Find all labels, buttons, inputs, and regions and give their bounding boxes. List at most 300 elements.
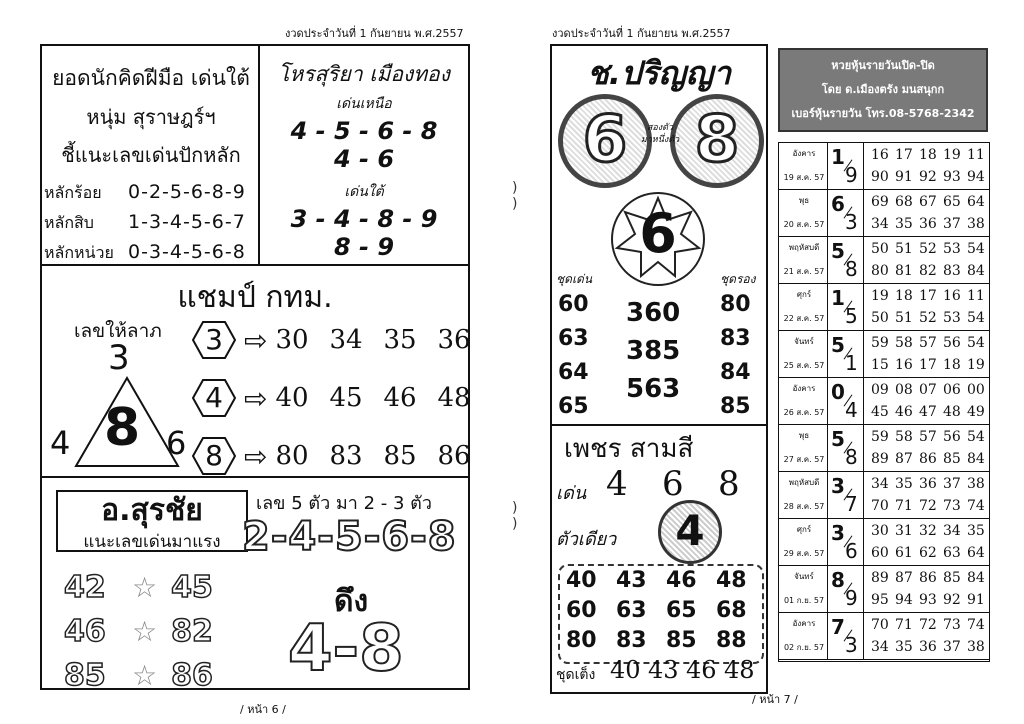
table-row	[779, 566, 989, 613]
expert-row	[42, 181, 260, 211]
table-number: 59	[871, 429, 889, 445]
table-date: 01 ก.ย. 57	[783, 596, 825, 605]
table-number: 63	[943, 545, 961, 561]
banner	[778, 48, 988, 132]
table-number: 34	[871, 216, 889, 232]
table-day: พุธ	[798, 196, 810, 205]
table-day: ศุกร์	[796, 525, 812, 534]
page-gutter-mark: ) )	[512, 180, 518, 212]
table-number: 37	[943, 639, 961, 655]
left-footer: / หน้า 6 /	[240, 703, 286, 716]
champion-number: 80	[275, 441, 309, 471]
expert-row-label: หลักสิบ	[44, 213, 94, 232]
champion-number: 34	[329, 325, 363, 355]
table-number: 95	[871, 592, 889, 608]
table-day: อังคาร	[792, 619, 816, 628]
table-number: 71	[895, 498, 913, 514]
table-number: 30	[871, 523, 889, 539]
table-number: 54	[967, 241, 985, 257]
table-digit-a: 6	[831, 192, 845, 216]
pair-right: 45	[171, 570, 213, 605]
table-row	[779, 190, 989, 237]
table-row	[779, 284, 989, 331]
table-number: 54	[967, 429, 985, 445]
arrow-icon: ⇨	[244, 439, 268, 473]
table-number: 64	[967, 194, 985, 210]
table-day: อังคาร	[792, 149, 816, 158]
table-sep	[863, 143, 864, 190]
table-date: 27 ส.ค. 57	[783, 455, 825, 464]
table-date: 19 ส.ค. 57	[783, 173, 825, 182]
table-number: 93	[919, 592, 937, 608]
table-digit-a: 3	[831, 474, 845, 498]
den-digit: 8	[718, 464, 740, 504]
prinya-title: ช.ปริญญา	[587, 54, 731, 92]
grid-number: 68	[716, 598, 747, 623]
grid-number: 63	[616, 598, 647, 623]
table-number: 84	[967, 263, 985, 279]
table-sep	[827, 143, 828, 190]
table-digit-b: 1	[845, 351, 858, 375]
table-number: 58	[895, 335, 913, 351]
table-row	[779, 613, 989, 660]
table-number: 71	[895, 617, 913, 633]
main-set-number: 65	[558, 394, 589, 419]
grid-number: 65	[666, 598, 697, 623]
table-number: 86	[919, 451, 937, 467]
table-sep	[827, 237, 828, 284]
table-number: 91	[895, 169, 913, 185]
expert-row-label: หลักหน่วย	[44, 243, 114, 262]
pair-row	[64, 614, 213, 649]
table-number: 56	[943, 429, 961, 445]
den-digit: 6	[662, 464, 684, 504]
table-number: 32	[919, 523, 937, 539]
table-sep	[863, 378, 864, 425]
table-number: 38	[967, 639, 985, 655]
table-digit-b: 7	[845, 492, 858, 516]
table-number: 19	[943, 147, 961, 163]
five-digit-caption: เลข 5 ตัว มา 2 - 3 ตัว	[256, 493, 432, 514]
champion-row	[192, 434, 491, 478]
table-digit-b: 3	[845, 210, 858, 234]
table-number: 37	[943, 216, 961, 232]
table-number: 54	[967, 310, 985, 326]
table-sep	[863, 613, 864, 660]
table-digit-a: 5	[831, 239, 845, 263]
grid-number: 46	[666, 568, 697, 593]
south-label: เด่นใต้	[344, 184, 384, 200]
table-number: 54	[967, 335, 985, 351]
table-number: 67	[919, 194, 937, 210]
bottom-number: 43	[648, 656, 679, 684]
table-date: 29 ส.ค. 57	[783, 549, 825, 558]
second-set-number: 80	[720, 292, 751, 317]
right-page	[540, 0, 1024, 724]
table-number: 38	[967, 216, 985, 232]
box-surachai	[40, 474, 470, 693]
left-header: งวดประจำวันที่ 1 กันยายน พ.ศ.2557	[285, 27, 464, 40]
table-sep	[863, 519, 864, 566]
table-number: 84	[967, 570, 985, 586]
box-southern-expert	[40, 44, 260, 266]
ding-value: 4-8	[288, 612, 404, 686]
single-badge	[658, 500, 722, 564]
table-number: 34	[871, 476, 889, 492]
table-number: 19	[871, 288, 889, 304]
grid-number: 83	[616, 628, 647, 653]
pair-left: 85	[64, 658, 106, 693]
table-number: 72	[919, 617, 937, 633]
table-number: 92	[919, 169, 937, 185]
hexagon-digit: 8	[205, 439, 223, 472]
table-date: 25 ส.ค. 57	[783, 361, 825, 370]
table-day: พุธ	[798, 431, 810, 440]
table-digit-b: 9	[845, 163, 858, 187]
table-number: 00	[967, 382, 985, 398]
hexagon-key	[192, 436, 236, 476]
champion-number: 48	[437, 383, 471, 413]
table-number: 16	[943, 288, 961, 304]
arrow-icon: ⇨	[244, 323, 268, 357]
hexagon-key	[192, 320, 236, 360]
table-number: 18	[943, 357, 961, 373]
table-sep	[827, 566, 828, 613]
expert-digit-rows	[42, 181, 260, 271]
triple-number: 385	[626, 336, 681, 366]
table-number: 17	[919, 357, 937, 373]
table-sep	[827, 284, 828, 331]
table-number: 36	[919, 476, 937, 492]
table-number: 61	[895, 545, 913, 561]
table-number: 65	[943, 194, 961, 210]
table-number: 86	[919, 570, 937, 586]
table-digit-a: 7	[831, 615, 845, 639]
table-digit-a: 8	[831, 568, 845, 592]
table-number: 64	[967, 545, 985, 561]
table-number: 18	[919, 147, 937, 163]
champion-title: แชมป์ กทม.	[177, 280, 333, 315]
den-label: เด่น	[556, 483, 587, 504]
champion-row	[192, 376, 491, 420]
table-number: 62	[919, 545, 937, 561]
table-number: 35	[967, 523, 985, 539]
table-number: 17	[919, 288, 937, 304]
table-number: 35	[895, 476, 913, 492]
table-digit-b: 8	[845, 445, 858, 469]
banner-line-2: โดย ด.เมืองตรัง มนสนุกก	[821, 83, 945, 96]
table-number: 82	[919, 263, 937, 279]
table-number: 36	[919, 639, 937, 655]
north-label: เด่นเหนือ	[336, 96, 392, 112]
table-row	[779, 331, 989, 378]
champion-number: 86	[437, 441, 471, 471]
table-number: 51	[895, 310, 913, 326]
table-number: 37	[943, 476, 961, 492]
table-number: 18	[895, 288, 913, 304]
triple-number: 360	[626, 298, 681, 328]
table-number: 87	[895, 570, 913, 586]
lucky-subtitle: เลขให้ลาภ	[74, 320, 162, 342]
grid-number: 80	[566, 628, 597, 653]
circle-caption	[638, 122, 682, 146]
table-sep	[863, 284, 864, 331]
expert-row-label: หลักร้อย	[44, 183, 102, 202]
expert-row-value: 0-3-4-5-6-8	[128, 241, 246, 263]
table-number: 85	[943, 570, 961, 586]
bottom-number: 46	[686, 656, 717, 684]
table-digit-a: 3	[831, 521, 845, 545]
star-icon: ☆	[132, 615, 158, 648]
den-digit: 4	[606, 464, 628, 504]
left-page	[0, 0, 505, 724]
pair-row	[64, 658, 213, 693]
main-set-number: 60	[558, 292, 589, 317]
table-number: 34	[943, 523, 961, 539]
table-number: 47	[919, 404, 937, 420]
table-number: 35	[895, 216, 913, 232]
table-number: 50	[871, 310, 889, 326]
table-number: 60	[871, 545, 889, 561]
table-digit-b: 8	[845, 257, 858, 281]
table-sep	[863, 566, 864, 613]
grid-number: 85	[666, 628, 697, 653]
table-digit-b: 9	[845, 586, 858, 610]
south-digits-2: 8 - 9	[333, 233, 395, 261]
table-number: 56	[943, 335, 961, 351]
table-date: 21 ส.ค. 57	[783, 267, 825, 276]
table-row	[779, 425, 989, 472]
second-set-number: 83	[720, 326, 751, 351]
table-number: 80	[871, 263, 889, 279]
table-number: 34	[871, 639, 889, 655]
table-sep	[827, 425, 828, 472]
table-digit-a: 5	[831, 427, 845, 451]
table-number: 89	[871, 570, 889, 586]
table-day: อังคาร	[792, 384, 816, 393]
hexagon-digit: 3	[205, 323, 223, 356]
box-astrologer	[258, 44, 470, 266]
table-number: 70	[871, 617, 889, 633]
surachai-name: อ.สุรชัย	[101, 493, 203, 528]
pair-right: 86	[171, 658, 213, 693]
main-set-label: ชุดเด่น	[556, 272, 593, 286]
triangle-top-digit: 3	[108, 338, 130, 378]
table-number: 57	[919, 429, 937, 445]
table-number: 68	[895, 194, 913, 210]
table-sep	[863, 331, 864, 378]
pair-row	[64, 570, 213, 605]
north-digits-2: 4 - 6	[333, 145, 395, 173]
petch-divider	[552, 424, 766, 426]
table-number: 45	[871, 404, 889, 420]
champion-number: 36	[437, 325, 471, 355]
grid-number: 40	[566, 568, 597, 593]
table-number: 84	[967, 451, 985, 467]
table-number: 19	[967, 357, 985, 373]
table-sep	[827, 378, 828, 425]
grid-number: 43	[616, 568, 647, 593]
expert-row	[42, 211, 260, 241]
table-number: 89	[871, 451, 889, 467]
table-number: 94	[895, 592, 913, 608]
expert-line-1: ยอดนักคิดฝีมือ เด่นใต้	[52, 66, 250, 90]
table-sep	[827, 519, 828, 566]
table-number: 70	[871, 498, 889, 514]
results-table	[778, 142, 990, 662]
table-sep	[827, 613, 828, 660]
expert-row-value: 0-2-5-6-8-9	[128, 181, 246, 203]
table-number: 48	[943, 404, 961, 420]
table-number: 90	[871, 169, 889, 185]
triple-number: 563	[626, 374, 681, 404]
table-number: 59	[871, 335, 889, 351]
table-date: 02 ก.ย. 57	[783, 643, 825, 652]
table-number: 06	[943, 382, 961, 398]
table-digit-b: 4	[845, 398, 858, 422]
table-number: 15	[871, 357, 889, 373]
table-sep	[863, 425, 864, 472]
main-set-number: 64	[558, 360, 589, 385]
table-number: 92	[943, 592, 961, 608]
bottom-label: ชุดเต็ง	[556, 667, 596, 683]
table-day: จันทร์	[794, 337, 814, 346]
champion-number: 46	[383, 383, 417, 413]
champion-number: 83	[329, 441, 363, 471]
second-set-number: 84	[720, 360, 751, 385]
bottom-number: 48	[724, 656, 755, 684]
arrow-icon: ⇨	[244, 381, 268, 415]
table-number: 69	[871, 194, 889, 210]
table-day: จันทร์	[794, 572, 814, 581]
box-champion	[40, 264, 470, 478]
table-number: 93	[943, 169, 961, 185]
grid-number: 48	[716, 568, 747, 593]
prinya-column	[550, 44, 768, 694]
table-number: 53	[943, 310, 961, 326]
second-set-number: 85	[720, 394, 751, 419]
table-number: 17	[895, 147, 913, 163]
table-date: 26 ส.ค. 57	[783, 408, 825, 417]
champion-number: 85	[383, 441, 417, 471]
table-number: 46	[895, 404, 913, 420]
circle-caption-2: มาหนึ่งตัว	[640, 135, 680, 145]
grid-number: 60	[566, 598, 597, 623]
surachai-name-box	[56, 490, 248, 552]
table-row	[779, 472, 989, 519]
table-number: 53	[943, 241, 961, 257]
champion-number: 40	[275, 383, 309, 413]
table-day: พฤหัสบดี	[788, 243, 820, 252]
single-digit: 4	[675, 506, 705, 555]
triangle-right-digit: 6	[166, 424, 187, 462]
table-date: 22 ส.ค. 57	[783, 314, 825, 323]
table-day: พฤหัสบดี	[788, 478, 820, 487]
champion-row	[192, 318, 491, 362]
right-footer: / หน้า 7 /	[752, 693, 798, 706]
table-row	[779, 519, 989, 566]
five-digit-value: 2-4-5-6-8	[242, 514, 457, 560]
main-set-number: 63	[558, 326, 589, 351]
banner-line-1: หวยหุ้นรายวันเปิด-ปิด	[831, 59, 935, 72]
table-number: 49	[967, 404, 985, 420]
circle-right	[670, 94, 764, 188]
champion-number: 45	[329, 383, 363, 413]
grid-number: 88	[716, 628, 747, 653]
table-number: 38	[967, 476, 985, 492]
table-sep	[863, 237, 864, 284]
pair-right: 82	[171, 614, 213, 649]
table-digit-b: 6	[845, 539, 858, 563]
pair-left: 46	[64, 614, 106, 649]
table-row	[779, 378, 989, 425]
ding-label: ดึง	[334, 584, 369, 619]
table-digit-a: 0	[831, 380, 845, 404]
table-number: 08	[895, 382, 913, 398]
champion-number: 30	[275, 325, 309, 355]
north-digits-1: 4 - 5 - 6 - 8	[290, 117, 438, 145]
table-number: 91	[967, 592, 985, 608]
table-number: 58	[895, 429, 913, 445]
champion-number: 35	[383, 325, 417, 355]
table-row	[779, 237, 989, 284]
table-sep	[827, 331, 828, 378]
table-number: 09	[871, 382, 889, 398]
table-number: 73	[943, 498, 961, 514]
table-digit-a: 1	[831, 145, 845, 169]
right-header: งวดประจำวันที่ 1 กันยายน พ.ศ.2557	[552, 27, 731, 40]
table-number: 87	[895, 451, 913, 467]
table-number: 83	[943, 263, 961, 279]
circle-caption-1: สองตัว	[646, 123, 674, 133]
surachai-subtitle: แนะเลขเด่นมาแรง	[83, 532, 221, 552]
table-number: 52	[919, 310, 937, 326]
table-number: 74	[967, 617, 985, 633]
table-number: 74	[967, 498, 985, 514]
table-number: 51	[895, 241, 913, 257]
table-date: 20 ส.ค. 57	[783, 220, 825, 229]
table-number: 52	[919, 241, 937, 257]
star-digit: 6	[639, 202, 677, 265]
table-sep	[827, 190, 828, 237]
table-sep	[827, 472, 828, 519]
expert-row-value: 1-3-4-5-6-7	[128, 211, 246, 233]
expert-line-2: หนุ่ม สุราษฎร์ฯ	[86, 105, 216, 129]
table-day: ศุกร์	[796, 290, 812, 299]
pair-left: 42	[64, 570, 106, 605]
table-digit-a: 5	[831, 333, 845, 357]
table-date: 28 ส.ค. 57	[783, 502, 825, 511]
table-number: 57	[919, 335, 937, 351]
circle-left-digit: 6	[582, 103, 628, 177]
table-number: 11	[967, 147, 985, 163]
star-icon: ☆	[132, 659, 158, 692]
table-number: 72	[919, 498, 937, 514]
table-number: 31	[895, 523, 913, 539]
circle-right-digit: 8	[694, 103, 740, 177]
table-number: 73	[943, 617, 961, 633]
astrologer-title: โหรสุริยา เมืองทอง	[278, 62, 450, 86]
table-number: 16	[895, 357, 913, 373]
table-row	[779, 143, 989, 190]
table-number: 07	[919, 382, 937, 398]
bottom-number: 40	[610, 656, 641, 684]
table-sep	[863, 472, 864, 519]
table-digit-a: 1	[831, 286, 845, 310]
table-number: 50	[871, 241, 889, 257]
south-digits-1: 3 - 4 - 8 - 9	[290, 205, 438, 233]
single-label: ตัวเดียว	[556, 529, 617, 550]
